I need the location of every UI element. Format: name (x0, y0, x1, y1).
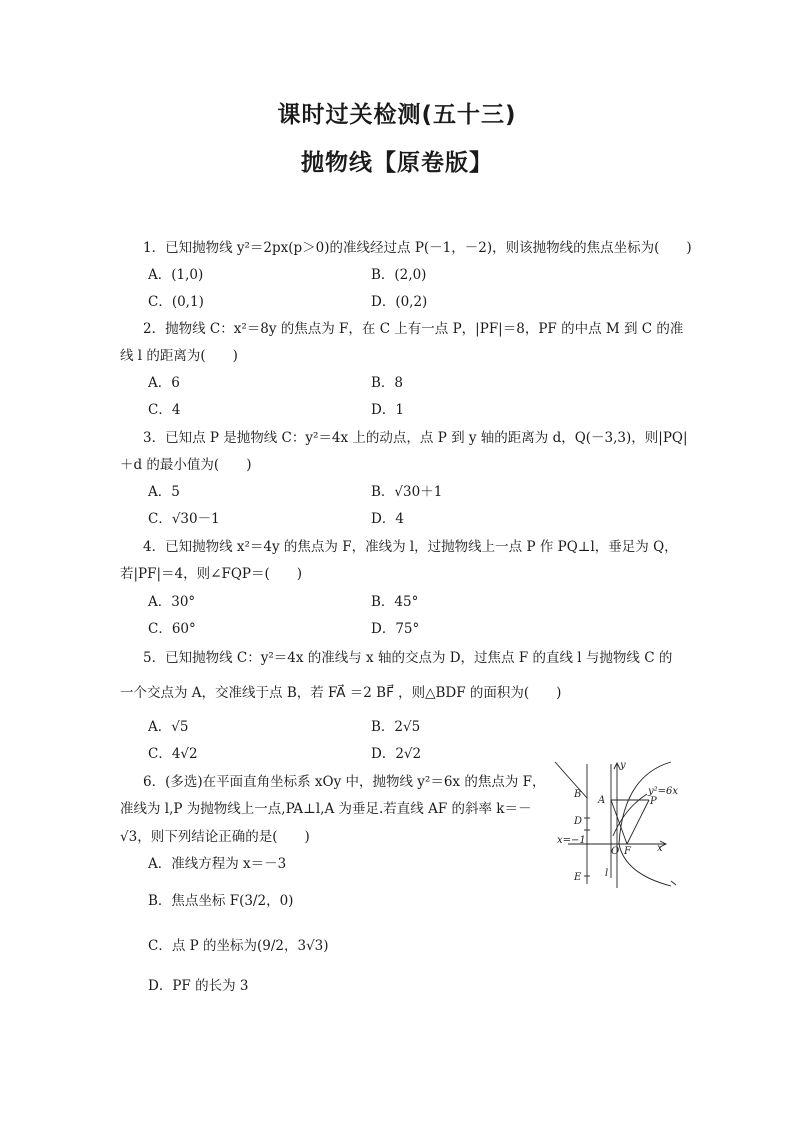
question-3-option-d: D．4 (371, 511, 404, 527)
question-2-option-a: A．6 (148, 375, 180, 391)
label-l: l (605, 868, 609, 879)
label-o: O (611, 846, 620, 857)
question-6-option-a: A．准线方程为 x＝－3 (148, 856, 287, 872)
page-subtitle: 抛物线【原卷版】 (301, 150, 493, 176)
question-2-text-cont: 线 l 的距离为( ) (120, 348, 238, 364)
question-2-option-d: D．1 (371, 402, 404, 418)
question-2-option-c: C．4 (148, 402, 181, 418)
question-6-option-d: D．PF 的长为 3 (148, 978, 249, 994)
question-6-option-b: B．焦点坐标 F(3/2，0) (148, 893, 294, 909)
label-a: A (598, 795, 606, 806)
question-1-option-b: B．(2,0) (371, 267, 427, 283)
question-1-text: 1．已知抛物线 y²＝2px(p＞0)的准线经过点 P(－1，－2)，则该抛物线的焦点坐标为( ) (143, 240, 692, 256)
label-e: E (574, 872, 582, 883)
question-6-text-cont-2: √3，则下列结论正确的是( ) (120, 829, 310, 845)
question-5-option-d: D．2√2 (371, 746, 422, 762)
question-3-option-c: C．√30－1 (148, 511, 220, 527)
question-4-option-b: B．45° (371, 594, 419, 610)
label-b: B (574, 789, 582, 800)
question-4-option-d: D．75° (371, 621, 420, 637)
question-5-option-b: B．2√5 (371, 719, 421, 735)
question-5-text: 5．已知抛物线 C：y²＝4x 的准线与 x 轴的交点为 D，过焦点 F 的直线 l 与抛物线 C 的 (143, 650, 673, 666)
question-3-text: 3．已知点 P 是抛物线 C：y²＝4x 上的动点，点 P 到 y 轴的距离为 d，Q(－3,3)，则|PQ| (143, 430, 688, 446)
segment-pf (627, 800, 649, 844)
question-4-text-cont: 若|PF|＝4，则∠FQP＝( ) (120, 566, 302, 582)
question-6-text: 6．(多选)在平面直角坐标系 xOy 中，抛物线 y²＝6x 的焦点为 F， (143, 774, 546, 790)
question-6-text-cont-1: 准线为 l,P 为抛物线上一点,PA⊥l,A 为垂足.若直线 AF 的斜率 k＝－ (120, 801, 532, 817)
page-title: 课时过关检测(五十三) (277, 102, 517, 128)
label-curve: y²=6x (648, 786, 679, 797)
question-1-option-d: D．(0,2) (371, 294, 428, 310)
question-3-option-a: A．5 (148, 484, 180, 500)
question-1-option-c: C．(0,1) (148, 294, 204, 310)
label-directrix-eq: x=−1 (557, 835, 586, 846)
segment-af (611, 800, 627, 844)
question-4-option-a: A．30° (148, 594, 196, 610)
question-2-text: 2．抛物线 C：x²＝8y 的焦点为 F，在 C 上有一点 P，|PF|＝8，PF 的中点 M 到 C 的准 (143, 321, 684, 337)
question-4-text: 4．已知抛物线 x²＝4y 的焦点为 F，准线为 l，过抛物线上一点 P 作 PQ⊥l，垂足为 Q， (143, 539, 678, 555)
label-d: D (574, 816, 583, 827)
question-1-option-a: A．(1,0) (148, 267, 204, 283)
line-through-b (555, 762, 587, 798)
parabola-figure (553, 756, 683, 888)
question-4-option-c: C．60° (148, 621, 196, 637)
label-p: P (650, 796, 657, 807)
label-f: F (624, 846, 631, 857)
corner-mark (671, 881, 676, 885)
label-y: y (620, 760, 626, 771)
label-x: x (657, 843, 663, 854)
question-2-option-b: B．8 (371, 375, 404, 391)
question-3-text-cont: ＋d 的最小值为( ) (120, 457, 252, 473)
question-6-option-c: C．点 P 的坐标为(9/2，3√3) (148, 938, 329, 954)
parabola-curve (619, 762, 671, 886)
question-5-text-cont: 一个交点为 A，交准线于点 B，若 FA⃗ ＝2 BF⃗ ，则△BDF 的面积为( ) (120, 685, 562, 701)
question-5-option-c: C．4√2 (148, 746, 198, 762)
question-5-option-a: A．√5 (148, 719, 189, 735)
question-3-option-b: B．√30＋1 (371, 484, 443, 500)
